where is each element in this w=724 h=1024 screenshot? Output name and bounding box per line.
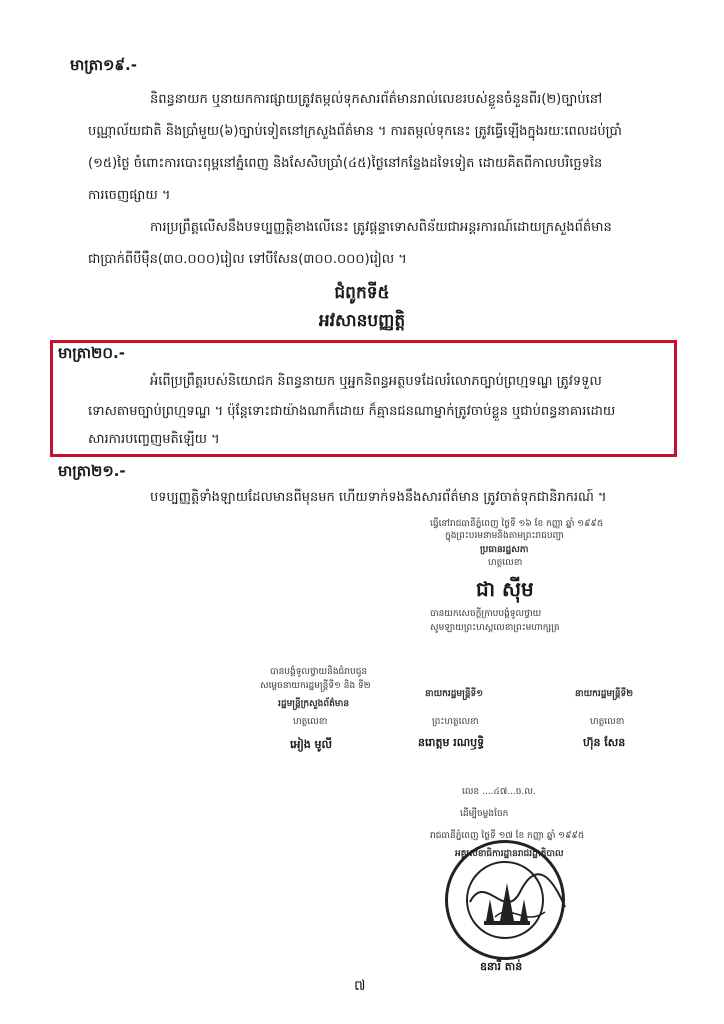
assembly-sign: ហត្ថលេខា (488, 558, 523, 568)
pm1-name: នរោត្តម រណឫទ្ធិ (418, 736, 485, 749)
article-19-heading: មាត្រា១៩.- (70, 56, 137, 74)
article-19-line-6: ជាប្រាក់ពីបីម៉ឺន(៣០.០០០)រៀល ទៅបីសែន(៣០០.០០០)រៀល ។ (88, 252, 407, 267)
pm2-title: នាយករដ្ឋមន្ត្រីទី២ (575, 689, 634, 699)
article-20-line-3: សារការបញ្ចេញមតិឡើយ ។ (88, 432, 220, 447)
pm2-name: ហ៊ុន សែន (583, 736, 626, 749)
council-title: អគ្គលេខាធិការដ្ឋានរាជរដ្ឋាភិបាល (455, 849, 564, 859)
left-intro-1: បានបង្គំទូលថ្វាយនិងជំរាបជូន (270, 667, 368, 677)
page-number: ៧ (354, 978, 366, 994)
article-21-line-1: បទប្បញ្ញត្តិទាំងឡាយដែលមានពីមុនមក ហើយទាក់ទងនឹងសារព័ត៌មាន ត្រូវចាត់ទុកជានិរាករណ៍ ។ (150, 490, 607, 505)
article-19-line-2: បណ្ណាល័យជាតិ និងប្រាំមួយ(៦)ច្បាប់ទៀតនៅក្រសួងព័ត៌មាន ។ ការតម្កល់ទុកនេះ ត្រូវធ្វើឡើងក្នុងរយៈពេលដប់ប្រាំ (88, 124, 622, 139)
pm2-sign: ហត្ថលេខា (590, 717, 625, 727)
main-signatory-name: ជា ស៊ីម (476, 577, 534, 601)
left-signatory-name: អៀង មូលី (290, 738, 333, 751)
assembly-title: ប្រធានរដ្ឋសភា (480, 545, 529, 555)
article-20-line-1: អំពើប្រព្រឹត្តរបស់និយោជក និពន្ធនាយក ឬអ្នកនិពន្ធអត្ថបទដែលរំលោភច្បាប់ព្រហ្មទណ្ឌ ត្រូវទទួល (150, 374, 602, 389)
seal-signatory-name: ឧនារី តាន់ (480, 960, 523, 973)
date-line: ធ្វើនៅរាជធានីភ្នំពេញ ថ្ងៃទី ១៦ ខែ កញ្ញា ឆ្នាំ ១៩៩៥ (430, 519, 604, 529)
article-20-line-2: ទោសតាមច្បាប់ព្រហ្មទណ្ឌ ។ ប៉ុន្តែទោះជាយ៉ាងណាក៏ដោយ ក៏គ្មានជនណាម្នាក់ត្រូវចាប់ខ្លួន ឬជាប់ពន្ធនាគារដោយ (88, 404, 616, 419)
article-19-line-1: និពន្ធនាយក ឬនាយកការផ្សាយត្រូវតម្កល់ទុកសារព័ត៌មានរាល់លេខរបស់ខ្លួនចំនួនពីរ(២)ច្បាប់នៅ (150, 92, 603, 107)
left-title: រដ្ឋមន្ត្រីក្រសួងព័ត៌មាន (278, 699, 350, 709)
article-19-line-3: (១៥)ថ្ងៃ ចំពោះការបោះពុម្ពនៅភ្នំពេញ និងសែសិបប្រាំ(៤៥)ថ្ងៃនៅកន្លែងដទៃទៀត ដោយគិតពីកាលបរិច្ឆេទនៃ (88, 156, 603, 171)
pm1-sign: ព្រះហត្ថលេខា (432, 717, 479, 727)
reference-number: លេខ ....៤៧...ច.ល. (462, 787, 536, 797)
copy-note: ដើម្បីចម្លងចែក (460, 809, 509, 819)
left-sign: ហត្ថលេខា (293, 717, 328, 727)
chapter-number: ជំពូកទី៥ (334, 283, 390, 303)
left-intro-2: សម្តេចនាយករដ្ឋមន្ត្រីទី១ និង ទី២ (260, 681, 371, 691)
chapter-title: អវសានបញ្ញត្តិ (318, 311, 406, 331)
proposal-line-1: បានយកសេចក្តីក្រាបបង្គំទូលថ្វាយ (430, 609, 542, 619)
article-21-heading: មាត្រា២១.- (58, 462, 126, 480)
signature-scribble (465, 862, 575, 932)
pm1-title: នាយករដ្ឋមន្ត្រីទី១ (425, 689, 484, 699)
article-19-line-5: ការប្រព្រឹត្តលើសនឹងបទប្បញ្ញត្តិខាងលើនេះ ត្រូវផ្តន្ទាទោសពិន័យជាអន្តរការណ៍ដោយក្រសួងព័ត៌មាន (150, 220, 612, 235)
second-date-line: រាជធានីភ្នំពេញ ថ្ងៃទី ១៧ ខែ កញ្ញា ឆ្នាំ ១៩៩៥ (430, 831, 585, 841)
proposal-line-2: សូមឡាយព្រះហស្តលេខាព្រះមហាក្សត្រ (430, 623, 560, 633)
article-19-line-4: ការចេញផ្សាយ ។ (88, 188, 171, 203)
on-behalf-line: ក្នុងព្រះបរមនាមនិងតាមព្រះរាជបញ្ជា (445, 531, 564, 541)
article-20-heading: មាត្រា២០.- (58, 344, 125, 362)
